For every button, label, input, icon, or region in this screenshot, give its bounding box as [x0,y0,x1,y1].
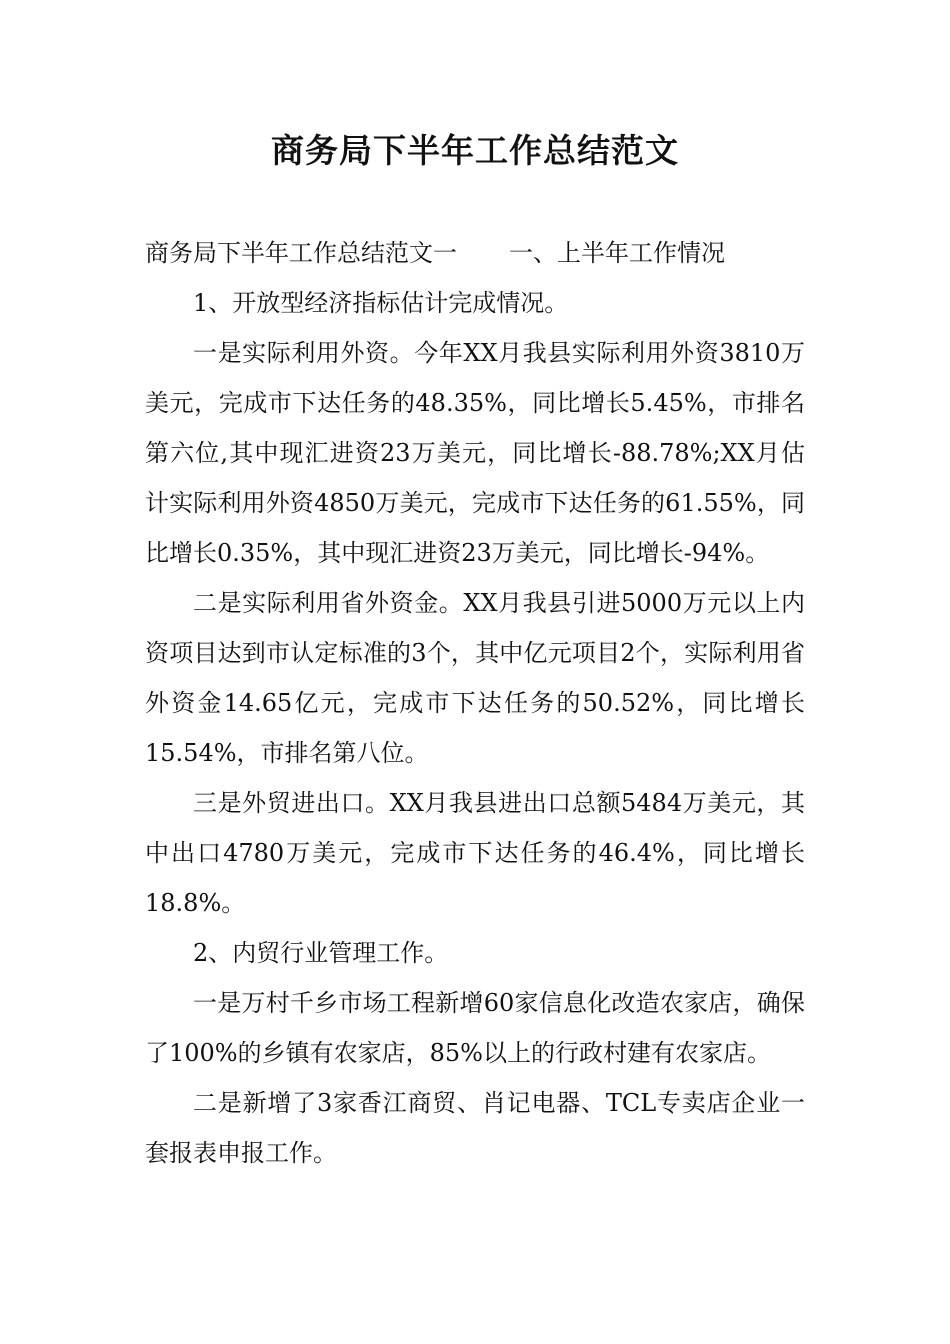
paragraph-7: 二是新增了3家香江商贸、肖记电器、TCL专卖店企业一套报表申报工作。 [145,1089,805,1167]
intro-prefix: 商务局下半年工作总结范文一 [145,239,457,267]
section-heading: 一、上半年工作情况 [509,239,725,267]
intro-line [145,228,805,278]
paragraph-4: 三是外贸进出口。XX月我县进出口总额5484万美元，其中出口4780万美元，完成市下达任务的46.4%，同比增长18.8%。 [145,789,805,917]
paragraph-6: 一是万村千乡市场工程新增60家信息化改造农家店，确保了100%的乡镇有农家店，85%以上的行政村建有农家店。 [145,989,805,1067]
paragraph-1: 1、开放型经济指标估计完成情况。 [193,289,569,317]
paragraph-3: 二是实际利用省外资金。XX月我县引进5000万元以上内资项目达到市认定标准的3个，其中亿元项目2个，实际利用省外资金14.65亿元，完成市下达任务的50.52%，同比增长15.54%，市排名第八位。 [145,589,805,767]
paragraph-5: 2、内贸行业管理工作。 [193,939,449,967]
paragraph-2: 一是实际利用外资。今年XX月我县实际利用外资3810万美元，完成市下达任务的48.35%，同比增长5.45%，市排名第六位,其中现汇进资23万美元，同比增长-88.78%;XX月估计实际利用外资4850万美元，完成市下达任务的61.55%，同比增长0.35%，其中现汇进资23万美元，同比增长-94%。 [145,339,805,567]
document-body [145,228,805,1178]
document-title: 商务局下半年工作总结范文 [271,131,679,170]
